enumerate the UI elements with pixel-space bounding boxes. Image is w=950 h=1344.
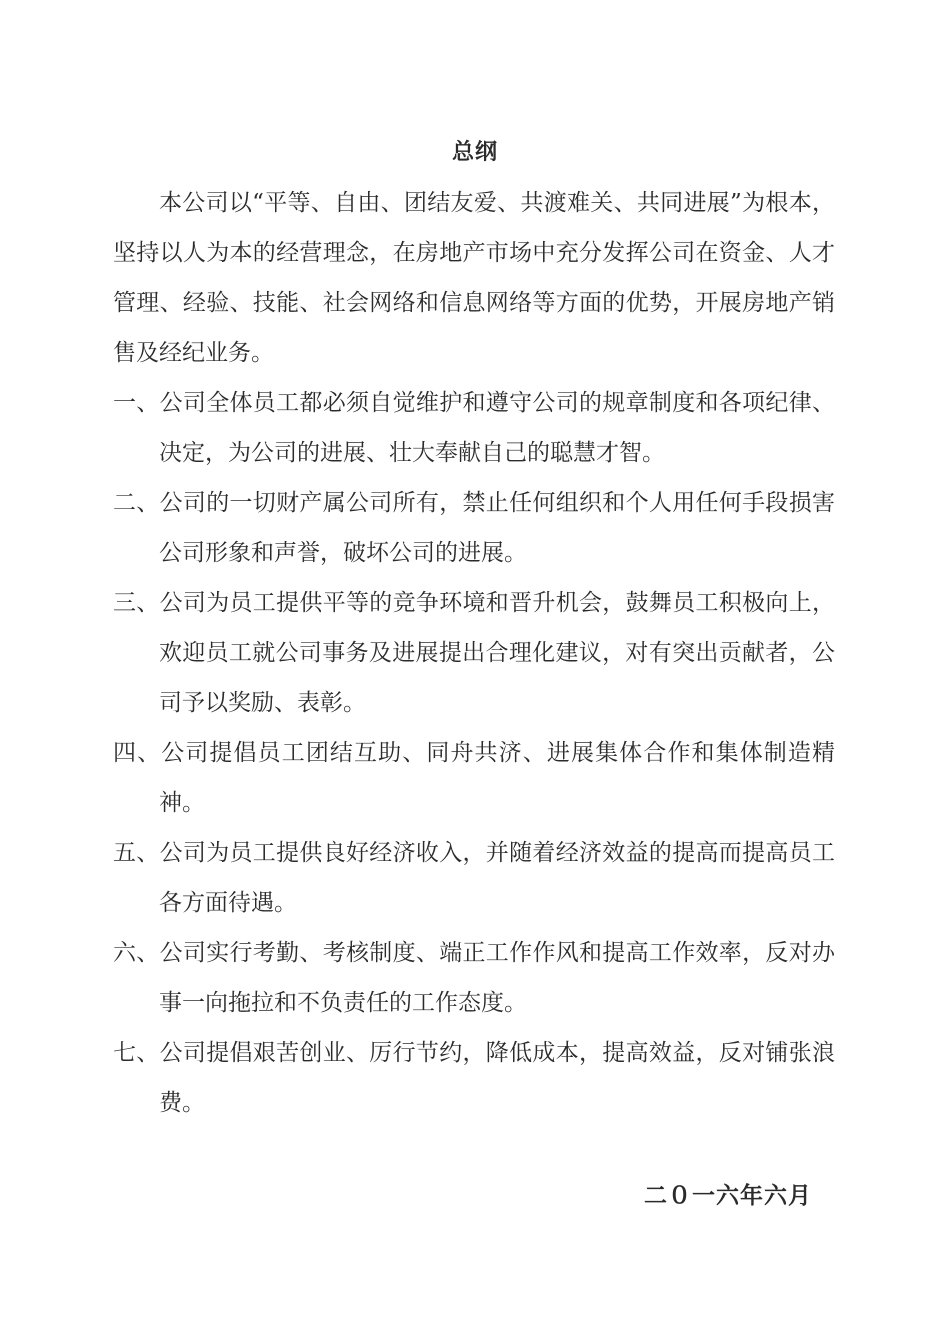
clause-item-1: 一、公司全体员工都必须自觉维护和遵守公司的规章制度和各项纪律、决定，为公司的进展、壮大奉献自己的聪慧才智。 <box>113 390 835 466</box>
clause-item-7: 七、公司提倡艰苦创业、厉行节约，降低成本，提高效益，反对铺张浪费。 <box>113 1040 835 1116</box>
clause-item-5: 五、公司为员工提供良好经济收入，并随着经济效益的提高而提高员工各方面待遇。 <box>113 840 835 916</box>
clause-item-3: 三、公司为员工提供平等的竞争环境和晋升机会，鼓舞员工积极向上，欢迎员工就公司事务及进展提出合理化建议，对有突出贡献者，公司予以奖励、表彰。 <box>113 590 835 716</box>
clause-item-6: 六、公司实行考勤、考核制度、端正工作作风和提高工作效率，反对办事一向拖拉和不负责任的工作态度。 <box>113 940 835 1016</box>
intro-paragraph: 本公司以“平等、自由、团结友爱、共渡难关、共同进展”为根本，坚持以人为本的经营理念，在房地产市场中充分发挥公司在资金、人才管理、经验、技能、社会网络和信息网络等方面的优势，开展房地产销售及经纪业务。 <box>113 190 835 366</box>
document-title: 总纲 <box>451 139 498 165</box>
clause-item-2: 二、公司的一切财产属公司所有，禁止任何组织和个人用任何手段损害公司形象和声誉，破坏公司的进展。 <box>113 490 835 566</box>
document-date: 二０一六年六月 <box>644 1182 812 1209</box>
clause-item-4: 四、公司提倡员工团结互助、同舟共济、进展集体合作和集体制造精神。 <box>113 740 835 816</box>
clause-list <box>113 378 835 1128</box>
